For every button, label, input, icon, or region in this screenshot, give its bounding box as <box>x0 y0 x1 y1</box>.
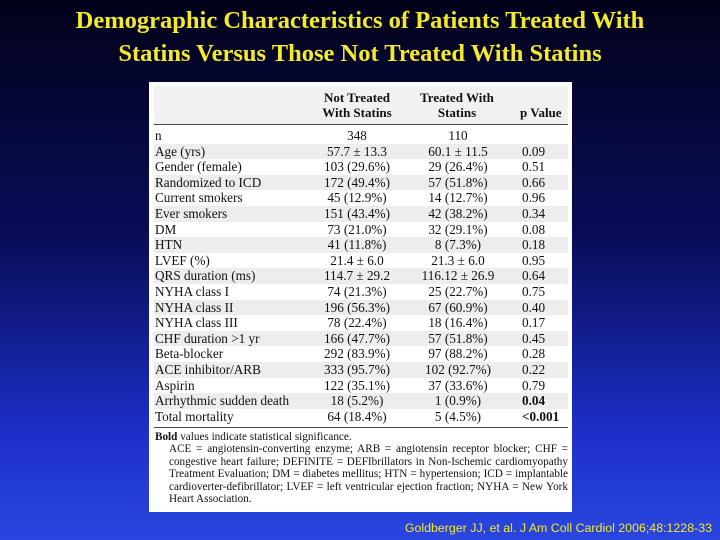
table-row <box>154 222 568 238</box>
cell-not-treated: 166 (47.7%) <box>324 330 390 346</box>
row-label: Beta-blocker <box>155 346 224 362</box>
table-row <box>154 128 568 144</box>
cell-p-value: 0.09 <box>522 143 546 159</box>
citation: Goldberger JJ, et al. J Am Coll Cardiol 2006;48:1228-33 <box>404 521 712 535</box>
row-label: QRS duration (ms) <box>155 268 256 284</box>
cell-treated: 57 (51.8%) <box>428 174 488 190</box>
cell-not-treated: 292 (83.9%) <box>324 346 390 362</box>
cell-p-value: 0.22 <box>522 361 546 377</box>
cell-not-treated: 74 (21.3%) <box>327 283 387 299</box>
row-label: Gender (female) <box>155 159 242 175</box>
cell-p-value: 0.75 <box>522 283 546 299</box>
table-row <box>154 253 568 269</box>
row-label: LVEF (%) <box>155 252 210 268</box>
cell-p-value: 0.66 <box>522 174 546 190</box>
cell-treated: 67 (60.9%) <box>428 299 488 315</box>
cell-not-treated: 151 (43.4%) <box>324 205 390 221</box>
table-row <box>154 378 568 394</box>
cell-p-value: 0.04 <box>522 393 546 409</box>
cell-treated: 60.1 ± 11.5 <box>428 143 488 159</box>
table-row <box>154 237 568 253</box>
table-card <box>149 82 572 512</box>
cell-p-value: 0.96 <box>522 190 546 206</box>
cell-treated: 116.12 ± 26.9 <box>421 268 495 284</box>
header-treated-line2: Statins <box>437 105 477 120</box>
cell-p-value: 0.51 <box>522 159 546 175</box>
cell-p-value: 0.08 <box>522 221 546 237</box>
header-treated-line1: Treated With <box>420 90 494 105</box>
cell-p-value: 0.64 <box>522 268 546 284</box>
cell-treated: 18 (16.4%) <box>428 315 488 331</box>
cell-not-treated: 41 (11.8%) <box>327 237 387 253</box>
cell-p-value: 0.95 <box>522 252 546 268</box>
cell-treated: 1 (0.9%) <box>434 393 482 409</box>
cell-not-treated: 172 (49.4%) <box>324 174 390 190</box>
row-label: NYHA class III <box>155 315 238 331</box>
cell-not-treated: 64 (18.4%) <box>327 408 387 424</box>
cell-treated: 57 (51.8%) <box>428 330 488 346</box>
footnote-abbreviations: ACE = angiotensin-converting enzyme; ARB = angiotensin receptor blocker; CHF = congestive heart failure; DEFINITE = DEFIbrillators in Non-Ischemic cardiomyopathy Treatment Evaluation; DM = diabetes mellitus; HTN = hypertension; ICD = implantable cardioverter-defibrillator; LVEF = left ventricular ejection fraction; NYHA = New York Heart Association. <box>169 443 568 506</box>
title-line-1: Demographic Characteristics of Patients Treated With <box>75 7 645 34</box>
cell-p-value: 0.40 <box>522 299 546 315</box>
cell-p-value: 0.28 <box>522 346 546 362</box>
row-label: DM <box>155 221 177 237</box>
cell-p-value: 0.45 <box>522 330 546 346</box>
row-label: Arrhythmic sudden death <box>155 393 290 409</box>
table-row <box>154 315 568 331</box>
header-p-value: p Value <box>520 105 562 120</box>
cell-not-treated: 114.7 ± 29.2 <box>323 268 391 284</box>
row-label: Ever smokers <box>155 205 228 221</box>
cell-not-treated: 333 (95.7%) <box>324 361 390 377</box>
table-row <box>154 362 568 378</box>
cell-treated: 102 (92.7%) <box>425 361 491 377</box>
cell-not-treated: 18 (5.2%) <box>330 393 384 409</box>
table-row <box>154 409 568 425</box>
row-label: n <box>155 128 162 143</box>
footnote-divider <box>154 427 568 428</box>
table-row <box>154 393 568 409</box>
row-label: Randomized to ICD <box>155 174 262 190</box>
cell-treated: 8 (7.3%) <box>434 237 482 253</box>
cell-p-value: 0.17 <box>522 315 546 331</box>
title-line-2: Statins Versus Those Not Treated With Statins <box>118 40 602 67</box>
table-row <box>154 144 568 160</box>
cell-not-treated: 122 (35.1%) <box>324 377 390 393</box>
table-row <box>154 268 568 284</box>
cell-not-treated: 196 (56.3%) <box>324 299 390 315</box>
row-label: HTN <box>155 237 183 253</box>
table-row <box>154 346 568 362</box>
cell-p-value: 0.34 <box>522 205 546 221</box>
cell-p-value: <0.001 <box>522 408 560 424</box>
row-label: NYHA class II <box>155 299 234 315</box>
cell-not-treated: 103 (29.6%) <box>324 159 390 175</box>
cell-treated: 5 (4.5%) <box>434 408 482 424</box>
footnote-significance <box>155 431 568 443</box>
cell-treated: 21.3 ± 6.0 <box>431 252 485 268</box>
table-body <box>154 128 568 424</box>
table-footnote <box>155 431 568 505</box>
table-row <box>154 206 568 222</box>
cell-not-treated: 21.4 ± 6.0 <box>330 252 384 268</box>
row-label: Current smokers <box>155 190 243 206</box>
table-header <box>154 86 568 125</box>
table-row <box>154 175 568 191</box>
cell-not-treated: 348 <box>347 128 367 143</box>
slide-title <box>0 4 720 70</box>
cell-p-value: 0.18 <box>522 237 546 253</box>
header-not-treated-line1: Not Treated <box>323 90 391 105</box>
header-treated <box>412 90 502 120</box>
cell-treated: 37 (33.6%) <box>428 377 488 393</box>
cell-not-treated: 78 (22.4%) <box>327 315 387 331</box>
row-label: CHF duration >1 yr <box>155 330 260 346</box>
cell-not-treated: 73 (21.0%) <box>327 221 387 237</box>
row-label: NYHA class I <box>155 283 229 299</box>
footnote-bold-word: Bold <box>155 431 178 443</box>
cell-treated: 110 <box>448 128 468 143</box>
row-label: Aspirin <box>155 377 195 393</box>
row-label: Total mortality <box>155 408 234 424</box>
header-not-treated-line2: With Statins <box>322 105 392 120</box>
table-row <box>154 159 568 175</box>
cell-treated: 25 (22.7%) <box>428 283 488 299</box>
table-row <box>154 331 568 347</box>
cell-treated: 29 (26.4%) <box>428 159 488 175</box>
cell-treated: 97 (88.2%) <box>428 346 488 362</box>
cell-treated: 42 (38.2%) <box>428 205 488 221</box>
cell-not-treated: 57.7 ± 13.3 <box>327 143 387 159</box>
cell-p-value: 0.79 <box>522 377 546 393</box>
row-label: ACE inhibitor/ARB <box>155 361 261 377</box>
table-row <box>154 300 568 316</box>
cell-not-treated: 45 (12.9%) <box>327 190 387 206</box>
table-row <box>154 190 568 206</box>
footnote-bold-rest: values indicate statistical significance. <box>177 431 352 443</box>
row-label: Age (yrs) <box>155 143 206 159</box>
cell-treated: 14 (12.7%) <box>428 190 488 206</box>
table-row <box>154 284 568 300</box>
cell-treated: 32 (29.1%) <box>428 221 488 237</box>
header-not-treated <box>312 90 402 120</box>
